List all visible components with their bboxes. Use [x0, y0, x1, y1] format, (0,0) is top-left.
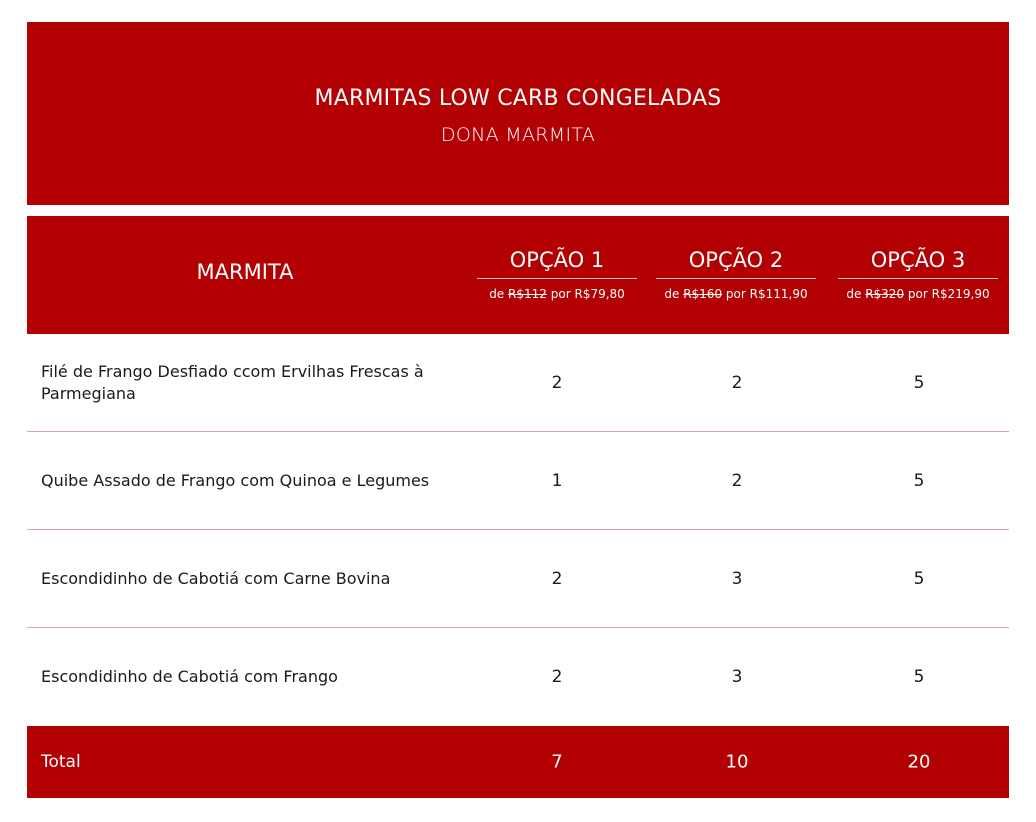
new-price: R$79,80: [574, 287, 625, 301]
quantity-option-2: 2: [731, 372, 743, 393]
old-price: R$320: [865, 287, 905, 301]
new-price: R$219,90: [931, 287, 990, 301]
table-row: [27, 628, 1009, 725]
quantity-option-2: 3: [731, 568, 743, 589]
total-option-2: 10: [725, 751, 749, 773]
brand-subtitle: DONA MARMITA: [440, 124, 596, 146]
title-banner: [27, 22, 1009, 205]
quantity-option-2: 3: [731, 666, 743, 687]
old-price: R$160: [683, 287, 723, 301]
option-name: OPÇÃO 1: [477, 248, 637, 279]
dish-name: Quibe Assado de Frango com Quinoa e Legumes: [41, 470, 430, 490]
dish-name: Filé de Frango Desfiado ccom Ervilhas Frescas à Parmegiana: [41, 361, 424, 403]
quantity-option-3: 5: [913, 568, 925, 589]
table-header: [27, 216, 1009, 334]
option-name: OPÇÃO 2: [656, 248, 816, 279]
price-prefix: de: [489, 287, 505, 301]
table-row: [27, 530, 1009, 628]
column-header-marmita: MARMITA: [196, 260, 294, 284]
quantity-option-1: 2: [551, 568, 563, 589]
total-label: Total: [41, 752, 81, 772]
total-option-1: 7: [551, 751, 563, 773]
price-joiner: por: [550, 287, 571, 301]
column-header-option-2: [656, 248, 816, 301]
quantity-option-1: 2: [551, 372, 563, 393]
table-body: [27, 334, 1009, 725]
dish-name: Escondidinho de Cabotiá com Carne Bovina: [41, 568, 391, 588]
page-title: MARMITAS LOW CARB CONGELADAS: [314, 86, 722, 111]
quantity-option-3: 5: [913, 372, 925, 393]
table-row: [27, 432, 1009, 530]
total-row: [27, 726, 1009, 798]
column-header-option-1: [477, 248, 637, 301]
option-name: OPÇÃO 3: [838, 248, 998, 279]
price-joiner: por: [907, 287, 928, 301]
old-price: R$112: [508, 287, 547, 301]
quantity-option-1: 1: [551, 470, 563, 491]
quantity-option-1: 2: [551, 666, 563, 687]
quantity-option-3: 5: [913, 666, 925, 687]
option-price: [838, 287, 998, 301]
dish-name: Escondidinho de Cabotiá com Frango: [41, 666, 338, 686]
new-price: R$111,90: [749, 287, 808, 301]
price-prefix: de: [664, 287, 680, 301]
quantity-option-2: 2: [731, 470, 743, 491]
price-joiner: por: [725, 287, 746, 301]
quantity-option-3: 5: [913, 470, 925, 491]
total-option-3: 20: [907, 751, 931, 773]
option-price: [477, 287, 637, 301]
column-header-option-3: [838, 248, 998, 301]
option-price: [656, 287, 816, 301]
price-prefix: de: [846, 287, 862, 301]
table-row: [27, 334, 1009, 432]
